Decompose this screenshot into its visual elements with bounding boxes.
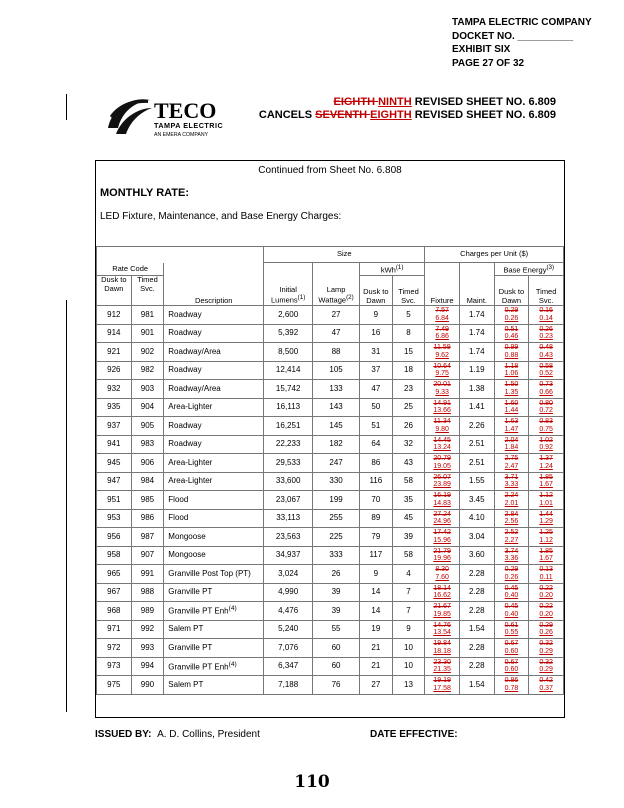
description-cell: Roadway/Area [164, 380, 264, 399]
lumens-cell: 4,990 [264, 583, 313, 602]
table-row [97, 491, 564, 510]
kwh-timed-cell: 58 [392, 472, 425, 491]
fixture-charge: 26.07 23.89 [425, 472, 460, 491]
kwh-timed-cell: 25 [392, 398, 425, 417]
rate-code-dusk: 972 [97, 639, 132, 658]
base-energy-dusk: 1.18 1.06 [494, 361, 529, 380]
maint-cell: 1.54 [459, 676, 494, 695]
base-energy-timed: 0.58 0.52 [529, 361, 564, 380]
rate-code-dusk: 953 [97, 509, 132, 528]
fixture-charge: 11.59 9.62 [425, 343, 460, 362]
issued-name: A. D. Collins, President [157, 729, 260, 740]
maint-cell: 2.51 [459, 454, 494, 473]
fixture-charge: 17.42 15.96 [425, 528, 460, 547]
wattage-cell: 143 [313, 398, 360, 417]
rate-table [96, 246, 564, 695]
kwh-timed-header: Timed Svc. [392, 276, 425, 306]
maint-cell: 1.74 [459, 343, 494, 362]
base-energy-dusk: 0.67 0.60 [494, 657, 529, 676]
tariff-frame [95, 160, 565, 718]
page-number: 110 [294, 772, 330, 792]
lumens-cell: 23,563 [264, 528, 313, 547]
description-header: Description [164, 263, 264, 306]
base-energy-dusk: 0.86 0.78 [494, 676, 529, 695]
kwh-timed-cell: 18 [392, 361, 425, 380]
exhibit-label: EXHIBIT SIX [452, 44, 511, 55]
revision-new-2: EIGHTH [370, 109, 412, 121]
lumens-cell: 33,600 [264, 472, 313, 491]
fixture-charge: 10.64 9.75 [425, 361, 460, 380]
rate-code-dusk: 958 [97, 546, 132, 565]
base-energy-dusk: 0.29 0.26 [494, 306, 529, 325]
rate-code-timed: 981 [131, 306, 164, 325]
rate-code-timed: 901 [131, 324, 164, 343]
base-energy-dusk: 0.29 0.26 [494, 565, 529, 584]
kwh-dusk-cell: 9 [360, 306, 393, 325]
wattage-cell: 60 [313, 657, 360, 676]
description-cell: Roadway [164, 435, 264, 454]
rate-code-timed: 904 [131, 398, 164, 417]
teco-logo [104, 94, 244, 142]
base-energy-dusk: 2.04 1.84 [494, 435, 529, 454]
kwh-timed-cell: 39 [392, 528, 425, 547]
rate-code-header: Rate Code [97, 263, 164, 276]
header-block [452, 16, 592, 70]
company-name: TAMPA ELECTRIC COMPANY [452, 17, 592, 28]
kwh-dusk-cell: 117 [360, 546, 393, 565]
wattage-cell: 333 [313, 546, 360, 565]
table-row [97, 380, 564, 399]
wattage-cell: 26 [313, 565, 360, 584]
table-row [97, 509, 564, 528]
description-cell: Flood [164, 509, 264, 528]
base-energy-dusk: 0.67 0.60 [494, 639, 529, 658]
rate-code-dusk: 947 [97, 472, 132, 491]
kwh-timed-cell: 8 [392, 324, 425, 343]
wattage-header: Lamp Wattage$^{(2)}$ [313, 263, 360, 306]
rate-code-timed: 902 [131, 343, 164, 362]
kwh-timed-cell: 10 [392, 657, 425, 676]
maint-cell: 1.74 [459, 306, 494, 325]
rate-code-timed: 989 [131, 602, 164, 621]
kwh-dusk-cell: 16 [360, 324, 393, 343]
rate-code-dusk: 975 [97, 676, 132, 695]
kwh-dusk-cell: 70 [360, 491, 393, 510]
kwh-dusk-cell: 21 [360, 657, 393, 676]
kwh-dusk-cell: 21 [360, 639, 393, 658]
maint-cell: 1.54 [459, 620, 494, 639]
revision-line-2 [259, 109, 556, 121]
lumens-cell: 15,742 [264, 380, 313, 399]
kwh-dusk-cell: 9 [360, 565, 393, 584]
maint-cell: 2.28 [459, 565, 494, 584]
rate-code-timed: 987 [131, 528, 164, 547]
wattage-cell: 247 [313, 454, 360, 473]
base-energy-timed: 1.02 0.92 [529, 435, 564, 454]
led-charges-title: LED Fixture, Maintenance, and Base Energy Charges: [100, 211, 342, 222]
lumens-cell: 8,500 [264, 343, 313, 362]
base-energy-timed: 1.37 1.24 [529, 454, 564, 473]
docket-number: DOCKET NO. __________ [452, 30, 574, 42]
lumens-cell: 5,240 [264, 620, 313, 639]
table-row [97, 454, 564, 473]
lumens-cell: 6,347 [264, 657, 313, 676]
fixture-charge: 27.24 24.96 [425, 509, 460, 528]
rate-code-dusk: 921 [97, 343, 132, 362]
table-row [97, 620, 564, 639]
kwh-timed-cell: 26 [392, 417, 425, 436]
date-effective: DATE EFFECTIVE: [370, 729, 458, 740]
table-row [97, 639, 564, 658]
fixture-charge: 20.79 19.05 [425, 454, 460, 473]
fixture-charge: 14.45 13.24 [425, 435, 460, 454]
kwh-dusk-cell: 19 [360, 620, 393, 639]
description-cell: Area-Lighter [164, 472, 264, 491]
rate-code-dusk: 932 [97, 380, 132, 399]
maint-cell: 1.38 [459, 380, 494, 399]
kwh-timed-cell: 7 [392, 602, 425, 621]
wattage-cell: 105 [313, 361, 360, 380]
charges-header: Charges per Unit ($) [425, 247, 564, 263]
issued-label: ISSUED BY: [95, 729, 152, 740]
fixture-charge: 21.67 19.85 [425, 602, 460, 621]
base-energy-dusk: 0.99 0.88 [494, 343, 529, 362]
base-energy-timed: 0.22 0.20 [529, 602, 564, 621]
base-energy-timed: 1.25 1.12 [529, 528, 564, 547]
kwh-dusk-cell: 27 [360, 676, 393, 695]
maint-cell: 2.28 [459, 583, 494, 602]
kwh-dusk-cell: 64 [360, 435, 393, 454]
timed-header: Timed Svc. [131, 276, 164, 306]
fixture-charge: 19.84 18.18 [425, 639, 460, 658]
rate-code-dusk: 973 [97, 657, 132, 676]
kwh-dusk-cell: 14 [360, 602, 393, 621]
rate-code-timed: 992 [131, 620, 164, 639]
base-energy-timed: 0.16 0.14 [529, 306, 564, 325]
kwh-timed-cell: 23 [392, 380, 425, 399]
continued-note: Continued from Sheet No. 6.808 [258, 165, 402, 176]
base-energy-timed: 0.13 0.11 [529, 565, 564, 584]
table-row [97, 435, 564, 454]
table-row [97, 324, 564, 343]
kwh-dusk-header: Dusk to Dawn [360, 276, 393, 306]
base-energy-timed: 0.32 0.29 [529, 657, 564, 676]
table-row [97, 343, 564, 362]
kwh-timed-cell: 9 [392, 620, 425, 639]
fixture-charge: 23.30 21.35 [425, 657, 460, 676]
table-row [97, 306, 564, 325]
rate-code-dusk: 971 [97, 620, 132, 639]
fixture-charge: 19.19 17.58 [425, 676, 460, 695]
wattage-cell: 27 [313, 306, 360, 325]
kwh-dusk-cell: 31 [360, 343, 393, 362]
revision-old-1: EIGHTH [333, 96, 379, 108]
description-cell: Granville PT [164, 639, 264, 658]
revision-rest-1: REVISED SHEET NO. 6.809 [411, 96, 556, 108]
lumens-header: Initial Lumens$^{(1)}$ [264, 263, 313, 306]
fixture-charge: 7.49 6.86 [425, 324, 460, 343]
rate-code-dusk: 941 [97, 435, 132, 454]
kwh-timed-cell: 32 [392, 435, 425, 454]
lumens-cell: 7,076 [264, 639, 313, 658]
kwh-timed-cell: 7 [392, 583, 425, 602]
base-energy-timed: 0.42 0.37 [529, 676, 564, 695]
kwh-dusk-cell: 79 [360, 528, 393, 547]
lumens-cell: 29,533 [264, 454, 313, 473]
maint-cell: 3.60 [459, 546, 494, 565]
maint-cell: 2.28 [459, 639, 494, 658]
base-energy-dusk: 2.75 2.47 [494, 454, 529, 473]
logo-tagline: AN EMERA COMPANY [154, 132, 209, 138]
base-energy-timed: 0.26 0.23 [529, 324, 564, 343]
table-row [97, 565, 564, 584]
description-cell: Mongoose [164, 546, 264, 565]
maint-cell: 2.28 [459, 657, 494, 676]
lumens-cell: 34,937 [264, 546, 313, 565]
wattage-cell: 225 [313, 528, 360, 547]
base-energy-dusk: 0.45 0.40 [494, 583, 529, 602]
base-energy-dusk: 3.74 3.36 [494, 546, 529, 565]
base-energy-dusk: 2.24 2.01 [494, 491, 529, 510]
kwh-dusk-cell: 37 [360, 361, 393, 380]
rate-code-dusk: 967 [97, 583, 132, 602]
table-row [97, 602, 564, 621]
maint-header: Maint. [459, 263, 494, 306]
table-row [97, 676, 564, 695]
kwh-timed-cell: 35 [392, 491, 425, 510]
fixture-charge: 16.19 14.83 [425, 491, 460, 510]
wattage-cell: 255 [313, 509, 360, 528]
kwh-timed-cell: 4 [392, 565, 425, 584]
lumens-cell: 23,067 [264, 491, 313, 510]
rate-code-dusk: 968 [97, 602, 132, 621]
table-row [97, 472, 564, 491]
description-cell: Granville PT [164, 583, 264, 602]
maint-cell: 1.19 [459, 361, 494, 380]
rate-code-timed: 907 [131, 546, 164, 565]
base-energy-timed: 0.80 0.72 [529, 398, 564, 417]
lumens-cell: 16,113 [264, 398, 313, 417]
maint-cell: 2.26 [459, 417, 494, 436]
table-row [97, 361, 564, 380]
wattage-cell: 88 [313, 343, 360, 362]
wattage-cell: 39 [313, 602, 360, 621]
base-energy-timed: 1.12 1.01 [529, 491, 564, 510]
rate-code-dusk: 912 [97, 306, 132, 325]
lumens-cell: 16,251 [264, 417, 313, 436]
base-energy-timed: 0.22 0.20 [529, 583, 564, 602]
maint-cell: 1.55 [459, 472, 494, 491]
fixture-charge: 21.79 19.96 [425, 546, 460, 565]
rate-code-timed: 905 [131, 417, 164, 436]
maint-cell: 2.51 [459, 435, 494, 454]
kwh-header: kWh$^{(1)}$ [360, 263, 425, 276]
lumens-cell: 4,476 [264, 602, 313, 621]
revision-old-2: SEVENTH [315, 109, 371, 121]
rate-code-timed: 983 [131, 435, 164, 454]
base-energy-timed: 0.32 0.29 [529, 639, 564, 658]
base-energy-timed: 1.85 1.67 [529, 546, 564, 565]
base-energy-dusk: 3.71 3.33 [494, 472, 529, 491]
rate-code-timed: 986 [131, 509, 164, 528]
maint-cell: 4.10 [459, 509, 494, 528]
description-cell: Roadway [164, 324, 264, 343]
table-row [97, 583, 564, 602]
rate-code-timed: 985 [131, 491, 164, 510]
fixture-header: Fixture [425, 263, 460, 306]
rate-code-timed: 994 [131, 657, 164, 676]
rate-code-timed: 903 [131, 380, 164, 399]
kwh-timed-cell: 45 [392, 509, 425, 528]
lumens-cell: 7,188 [264, 676, 313, 695]
fixture-charge: 18.14 16.62 [425, 583, 460, 602]
logo-subtitle: TAMPA ELECTRIC [154, 121, 224, 130]
base-energy-dusk: 2.84 2.56 [494, 509, 529, 528]
description-cell: Roadway [164, 306, 264, 325]
description-cell: Granville PT Enh$^{(4)}$ [164, 657, 264, 676]
table-row [97, 546, 564, 565]
base-energy-dusk: 1.60 1.44 [494, 398, 529, 417]
base-energy-timed: 1.85 1.67 [529, 472, 564, 491]
table-row [97, 657, 564, 676]
maint-cell: 3.04 [459, 528, 494, 547]
kwh-timed-cell: 5 [392, 306, 425, 325]
table-row [97, 528, 564, 547]
fixture-charge: 11.34 9.80 [425, 417, 460, 436]
page-label: PAGE 27 OF 32 [452, 57, 525, 69]
revision-bar-table [66, 300, 67, 712]
wattage-cell: 145 [313, 417, 360, 436]
dusk-header: Dusk to Dawn [97, 276, 132, 306]
lumens-cell: 2,600 [264, 306, 313, 325]
maint-cell: 1.74 [459, 324, 494, 343]
description-cell: Area-Lighter [164, 454, 264, 473]
rate-code-timed: 984 [131, 472, 164, 491]
description-cell: Area-Lighter [164, 398, 264, 417]
base-energy-timed: 0.73 0.66 [529, 380, 564, 399]
monthly-rate-heading: MONTHLY RATE: [100, 187, 190, 199]
logo-wordmark: TECO [154, 98, 217, 123]
base-energy-timed: 0.29 0.26 [529, 620, 564, 639]
base-energy-dusk: 0.61 0.55 [494, 620, 529, 639]
table-row [97, 398, 564, 417]
kwh-timed-cell: 10 [392, 639, 425, 658]
wattage-cell: 55 [313, 620, 360, 639]
base-energy-dusk: 0.45 0.40 [494, 602, 529, 621]
wattage-cell: 39 [313, 583, 360, 602]
rate-code-dusk: 935 [97, 398, 132, 417]
rate-code-dusk: 937 [97, 417, 132, 436]
rate-code-timed: 982 [131, 361, 164, 380]
kwh-timed-cell: 15 [392, 343, 425, 362]
base-energy-dusk: 2.52 2.27 [494, 528, 529, 547]
description-cell: Roadway/Area [164, 343, 264, 362]
lumens-cell: 33,113 [264, 509, 313, 528]
description-cell: Granville Post Top (PT) [164, 565, 264, 584]
base-energy-dusk: 0.51 0.46 [494, 324, 529, 343]
kwh-dusk-cell: 47 [360, 380, 393, 399]
base-energy-timed: 0.83 0.75 [529, 417, 564, 436]
wattage-cell: 330 [313, 472, 360, 491]
base-timed-header: Timed Svc. [529, 276, 564, 306]
kwh-dusk-cell: 116 [360, 472, 393, 491]
fixture-charge: 14.76 13.54 [425, 620, 460, 639]
base-energy-header: Base Energy$^{(3)}$ [494, 263, 563, 276]
issued-by [95, 729, 260, 740]
kwh-dusk-cell: 14 [360, 583, 393, 602]
kwh-dusk-cell: 86 [360, 454, 393, 473]
lumens-cell: 5,392 [264, 324, 313, 343]
kwh-dusk-cell: 51 [360, 417, 393, 436]
revision-bar-top [66, 94, 67, 120]
fixture-charge: 14.91 13.66 [425, 398, 460, 417]
kwh-dusk-cell: 50 [360, 398, 393, 417]
wattage-cell: 133 [313, 380, 360, 399]
revision-line-1 [333, 96, 556, 108]
fixture-charge: 7.57 6.84 [425, 306, 460, 325]
lumens-cell: 22,233 [264, 435, 313, 454]
wattage-cell: 182 [313, 435, 360, 454]
wattage-cell: 199 [313, 491, 360, 510]
rate-code-dusk: 914 [97, 324, 132, 343]
kwh-timed-cell: 13 [392, 676, 425, 695]
wattage-cell: 60 [313, 639, 360, 658]
rate-code-dusk: 926 [97, 361, 132, 380]
base-energy-dusk: 1.63 1.47 [494, 417, 529, 436]
rate-code-timed: 991 [131, 565, 164, 584]
description-cell: Roadway [164, 417, 264, 436]
base-energy-timed: 0.48 0.43 [529, 343, 564, 362]
fixture-charge: 8.30 7.60 [425, 565, 460, 584]
kwh-timed-cell: 43 [392, 454, 425, 473]
size-header: Size [264, 247, 425, 263]
cancels-label: CANCELS [258, 109, 316, 121]
kwh-dusk-cell: 89 [360, 509, 393, 528]
rate-code-timed: 993 [131, 639, 164, 658]
maint-cell: 3.45 [459, 491, 494, 510]
rate-code-timed: 906 [131, 454, 164, 473]
rate-code-dusk: 951 [97, 491, 132, 510]
base-dusk-header: Dusk to Dawn [494, 276, 529, 306]
rate-code-dusk: 956 [97, 528, 132, 547]
rate-code-dusk: 965 [97, 565, 132, 584]
revision-rest-2: REVISED SHEET NO. 6.809 [411, 109, 556, 121]
wattage-cell: 47 [313, 324, 360, 343]
description-cell: Granville PT Enh$^{(4)}$ [164, 602, 264, 621]
maint-cell: 2.28 [459, 602, 494, 621]
kwh-timed-cell: 58 [392, 546, 425, 565]
description-cell: Flood [164, 491, 264, 510]
table-row [97, 417, 564, 436]
fixture-charge: 20.01 9.33 [425, 380, 460, 399]
revision-new-1: NINTH [378, 96, 412, 108]
lumens-cell: 12,414 [264, 361, 313, 380]
maint-cell: 1.41 [459, 398, 494, 417]
base-energy-timed: 1.44 1.29 [529, 509, 564, 528]
description-cell: Roadway [164, 361, 264, 380]
description-cell: Mongoose [164, 528, 264, 547]
wattage-cell: 76 [313, 676, 360, 695]
lumens-cell: 3,024 [264, 565, 313, 584]
rate-code-timed: 988 [131, 583, 164, 602]
description-cell: Salem PT [164, 620, 264, 639]
rate-code-timed: 990 [131, 676, 164, 695]
rate-code-dusk: 945 [97, 454, 132, 473]
description-cell: Salem PT [164, 676, 264, 695]
base-energy-dusk: 1.50 1.35 [494, 380, 529, 399]
